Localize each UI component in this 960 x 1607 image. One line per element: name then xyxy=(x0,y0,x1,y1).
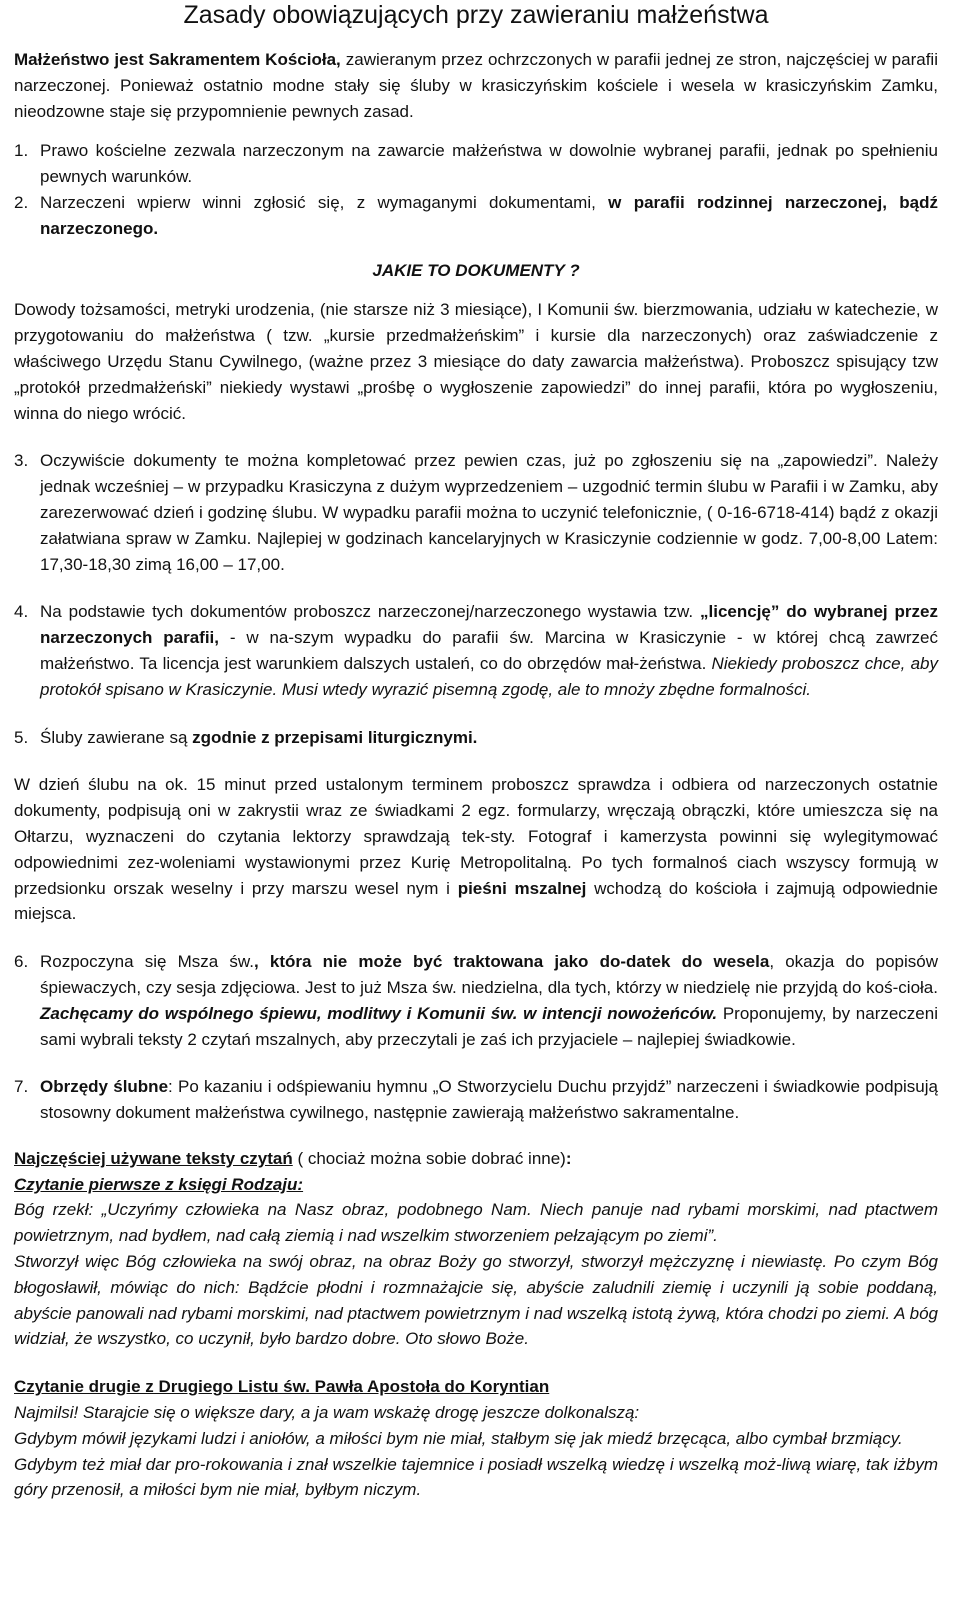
documents-paragraph: Dowody tożsamości, metryki urodzenia, (nie starsze niż 3 miesiące), I Komunii św. bierzmowania, udziału w katechezie, w przygotowaniu do małżeństwa ( tzw. „kursie przedmałżeńskim” i kursie dla narzeczonych) oraz zaświadczenie z właściwego Urzędu Stanu Cywilnego, (ważne przez 3 miesiące do daty zawarcia małżeństwa). Proboszcz spisujący tzw „protokół przedmałżeński” niekiedy wystawi „prośbę o wygłoszenie zapowiedzi” do innej parafii, która po wygłoszeniu, winna do niego wrócić. xyxy=(14,300,938,423)
readings-intro-colon: : xyxy=(565,1148,572,1168)
point-6 xyxy=(14,949,938,1052)
point-6-text-1: Rozpoczyna się Msza św. xyxy=(40,952,254,972)
reading-1-paragraph-1: Bóg rzekł: „Uczyńmy człowieka na Nasz obraz, podobnego Nam. Niech panuje nad rybami morskimi, nad ptactwem powietrznym, nad bydłem, nad całą ziemią i nad wszelkim stworzeniem pełzającym po ziemi”. xyxy=(14,1200,938,1246)
wedding-day-text-1: W dzień ślubu na ok. 15 minut przed ustalonym terminem proboszcz sprawdza i odbiera od narzeczonych ostatnie dokumenty, podpisują oni w zakrystii wraz ze świadkami 2 egz. formularzy, wręczają obrączki, które umieszcza się na Ołtarzu, wyznaczeni do czytania lektorzy sprawdzają tek-sty. Fotograf i kamerzysta powinni się wylegitymować odpowiednimi zez-woleniami wystawionymi przez Kurię Metropolitalną. Po tych formalnoś ciach wszyscy formują w przedsionku orszak weselny i przy marszu wesel nym i xyxy=(14,775,938,898)
point-7 xyxy=(14,1074,938,1126)
point-number: 2. xyxy=(14,192,29,212)
point-4-text-1: Na podstawie tych dokumentów proboszcz narzeczonej/narzeczonego wystawia tzw. xyxy=(40,602,700,622)
documents-heading: JAKIE TO DOKUMENTY ? xyxy=(372,260,580,280)
intro-text: zawieranym przez ochrzczonych w parafii jednej ze stron, najczęściej w parafii narzeczonej. Ponieważ ostatnio modne stały się śluby w krasiczyńskim kościele i wesela w krasiczyńskim Zamku, nieodzowne staje się przypomnienie pewnych zasad. xyxy=(14,50,938,121)
reading-2 xyxy=(14,1374,938,1503)
reading-1-paragraph-2: Stworzył więc Bóg człowieka na swój obraz, na obraz Boży go stworzył, stworzył mężczyznę i niewiastę. Po czym Bóg błogosławił, mówiąc do nich: Bądźcie płodni i rozmnażajcie się, abyście zaludnili ziemię i uczynili ją sobie poddaną, abyście panowali nad rybami morskimi, nad ptactwem powietrznym i nad wszelką istotą żywą, która chodzi po ziemi. A bóg widział, że wszystko, co uczynił, było bardzo dobre. Oto słowo Boże. xyxy=(14,1252,938,1349)
intro-paragraph xyxy=(14,47,938,124)
wedding-day-bold: pieśni mszalnej xyxy=(457,878,587,898)
point-number: 6. xyxy=(14,952,29,972)
point-6-text-2: , okazja do popisów śpiewaczych, czy sesja zdjęciowa. Jest to już Msza św. niedzielna, dla tych, którzy w niedzielę nie przyjdą do koś-cioła. xyxy=(40,952,938,997)
point-1 xyxy=(14,138,938,190)
point-2-text: Narzeczeni wpierw winni zgłosić się, z wymaganymi dokumentami, xyxy=(40,192,609,212)
reading-2-title: Czytanie drugie z Drugiego Listu św. Pawła Apostoła do Koryntian xyxy=(14,1377,550,1397)
reading-2-paragraph-1: Najmilsi! Starajcie się o większe dary, a ja wam wskażę drogę jeszcze dolkonalszą: xyxy=(14,1403,640,1423)
point-5-text: Śluby zawierane są xyxy=(40,727,193,747)
point-number: 3. xyxy=(14,451,29,471)
point-number: 5. xyxy=(14,727,29,747)
point-3 xyxy=(14,448,938,577)
reading-2-paragraph-2: Gdybym mówił językami ludzi i aniołów, a miłości bym nie miał, stałbym się jak miedź brzęcąca, albo cymbał brzmiący. xyxy=(14,1428,903,1448)
point-number: 7. xyxy=(14,1077,29,1097)
point-text xyxy=(40,190,938,242)
readings-intro-text: ( chociaż można sobie dobrać inne) xyxy=(292,1148,566,1168)
point-4-italic: Niekiedy proboszcz chce, aby protokół spisano w Krasiczynie. Musi wtedy wyrazić pisemną zgodę, ale to mnoży zbędne formalności. xyxy=(40,653,938,699)
reading-1 xyxy=(14,1172,938,1353)
reading-2-paragraph-3: Gdybym też miał dar pro-rokowania i znał wszelkie tajemnice i posiadł wszelką wiedzę i wszelką moż-liwą wiarę, tak iżbym góry przenosił, a miłości bym nie miał, byłbym niczym. xyxy=(14,1454,938,1500)
point-4-text-2: - w na-szym wypadku do parafii św. Marcina w Krasiczynie - w której chcą zawrzeć małżeństwo. Ta licencja jest warunkiem dalszych ustaleń, co do obrzędów mał-żeństwa. xyxy=(40,628,939,673)
point-6-text-3: Proponujemy, by narzeczeni sami wybrali teksty 2 czytań mszalnych, aby przeczytali je zaś ich przyjaciele – najlepiej świadkowie. xyxy=(40,1003,938,1049)
point-7-bold: Obrzędy ślubne xyxy=(40,1077,169,1097)
point-4-bold: „licencję” do wybranej przez narzeczonych parafii, xyxy=(40,602,939,648)
point-number: 4. xyxy=(14,602,29,622)
point-text xyxy=(40,599,938,702)
readings-section xyxy=(14,1146,938,1503)
point-6-bold-italic: Zachęcamy do wspólnego śpiewu, modlitwy i Komunii św. w intencji nowożeńców. xyxy=(40,1003,718,1023)
point-2 xyxy=(14,190,938,242)
reading-1-title: Czytanie pierwsze z księgi Rodzaju: xyxy=(14,1174,304,1194)
point-text: Oczywiście dokumenty te można kompletować przez pewien czas, już po zgłoszeniu się na „zapowiedzi”. Należy jednak wcześniej – w przypadku Krasiczyna z dużym wyprzedzeniem – uzgodnić termin ślubu w Parafii i w Zamku, aby zarezerwować dzień i godzinę ślubu. W wypadku parafii można to uczynić telefonicznie, ( 0-16-6718-414) bądź z okazji załatwiana spraw w Zamku. Najlepiej w godzinach kancelaryjnych w Krasiczynie codziennie w godz. 7,00-8,00 Latem: 17,30-18,30 zimą 16,00 – 17,00. xyxy=(40,451,938,574)
point-4 xyxy=(14,599,938,702)
point-5-bold: zgodnie z przepisami liturgicznymi. xyxy=(192,727,478,747)
intro-bold-lead: Małżeństwo jest Sakramentem Kościoła, xyxy=(14,50,341,69)
wedding-day-paragraph xyxy=(14,772,938,927)
page-title: Zasady obowiązujących przy zawieraniu małżeństwa xyxy=(183,1,769,29)
point-text xyxy=(40,949,938,1052)
readings-intro xyxy=(14,1146,938,1172)
point-text xyxy=(40,1074,938,1126)
point-2-bold: w parafii rodzinnej narzeczonej, bądź narzeczonego. xyxy=(40,192,938,238)
point-number: 1. xyxy=(14,141,29,161)
point-text: Prawo kościelne zezwala narzeczonym na zawarcie małżeństwa w dowolnie wybranej parafii, jednak po spełnieniu pewnych warunków. xyxy=(40,141,938,187)
wedding-day-text-2: wchodzą do kościoła i zajmują odpowiednie miejsca. xyxy=(14,878,938,924)
point-6-bold: , która nie może być traktowana jako do-datek do wesela xyxy=(254,952,770,972)
point-7-text: : Po kazaniu i odśpiewaniu hymnu „O Stworzycielu Duchu przyjdź” narzeczeni i świadkowie podpisują stosowny dokument małżeństwa cywilnego, następnie zawierają małżeństwo sakramentalne. xyxy=(40,1077,938,1123)
point-text xyxy=(40,725,938,751)
readings-intro-bold: Najczęściej używane teksty czytań xyxy=(14,1148,293,1168)
point-5 xyxy=(14,725,938,751)
